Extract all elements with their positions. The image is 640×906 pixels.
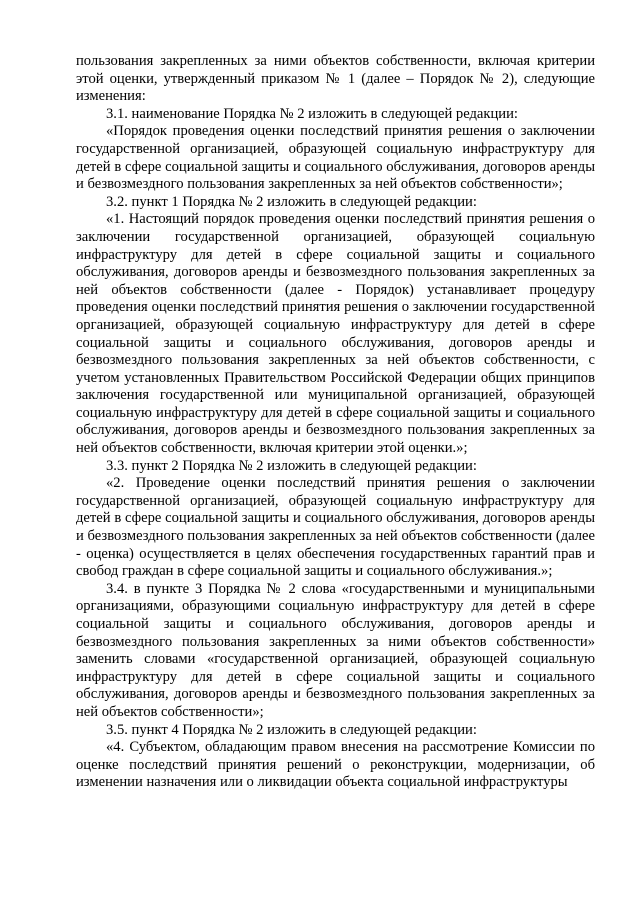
paragraph-3-4: 3.4. в пункте 3 Порядка № 2 слова «государственными и муниципальными организациями, образующими социальную инфраструктуру для детей в сфере социальной защиты и социального обслуживания, договоров аренды и безвозмездного пользования закрепленных за ними объектов собственности» заменить словами «государственной организацией, образующей социальную инфраструктуру для детей в сфере социальной защиты и социального обслуживания, договоров аренды и безвозмездного пользования закрепленных за ней объектов собственности»; [76, 580, 595, 720]
paragraph-3-5: 3.5. пункт 4 Порядка № 2 изложить в следующей редакции: [106, 721, 477, 738]
paragraph-3-2: 3.2. пункт 1 Порядка № 2 изложить в следующей редакции: [106, 193, 477, 210]
paragraph-continuation: пользования закрепленных за ними объектов собственности, включая критерии этой оценки, утвержденный приказом № 1 (далее – Порядок № 2), следующие изменения: [76, 53, 595, 105]
paragraph-3-1: 3.1. наименование Порядка № 2 изложить в следующей редакции: [106, 105, 518, 122]
paragraph-3-5-quote: «4. Субъектом, обладающим правом внесения на рассмотрение Комиссии по оценке последствий принятия решений о реконструкции, модернизации, об изменении назначения или о ликвидации объекта социальной инфраструктуры [76, 739, 595, 791]
paragraph-3-2-quote: «1. Настоящий порядок проведения оценки последствий принятия решения о заключении государственной организацией, образующей социальную инфраструктуру для детей в сфере социальной защиты и социального обслуживания, договоров аренды и безвозмездного пользования закрепленных за ней объектов собственности (далее - Порядок) устанавливает процедуру проведения оценки последствий принятия решения о заключении государственной организацией, образующей социальную инфраструктуру для детей в сфере социальной защиты и социального обслуживания, договоров аренды и безвозмездного пользования закрепленных за ней объектов собственности, с учетом установленных Правительством Российской Федерации общих принципов заключения государственной или муниципальной организацией, образующей социальную инфраструктуру для детей в сфере социальной защиты и социального обслуживания, договоров аренды и безвозмездного пользования закрепленных за ней объектов собственности, включая критерии этой оценки.»; [76, 211, 595, 457]
paragraph-3-1-quote: «Порядок проведения оценки последствий принятия решения о заключении государственной организацией, образующей социальную инфраструктуру для детей в сфере социальной защиты и социального обслуживания, договоров аренды и безвозмездного пользования закрепленных за ней объектов собственности»; [76, 123, 595, 193]
paragraph-3-3-quote: «2. Проведение оценки последствий принятия решения о заключении государственной организацией, образующей социальную инфраструктуру для детей в сфере социальной защиты и социального обслуживания, договоров аренды и безвозмездного пользования закрепленных за ней объектов собственности (далее - оценка) осуществляется в целях обеспечения государственных гарантий прав и свобод граждан в сфере социальной защиты и социального обслуживания.»; [76, 475, 595, 580]
paragraph-3-3: 3.3. пункт 2 Порядка № 2 изложить в следующей редакции: [106, 457, 477, 474]
